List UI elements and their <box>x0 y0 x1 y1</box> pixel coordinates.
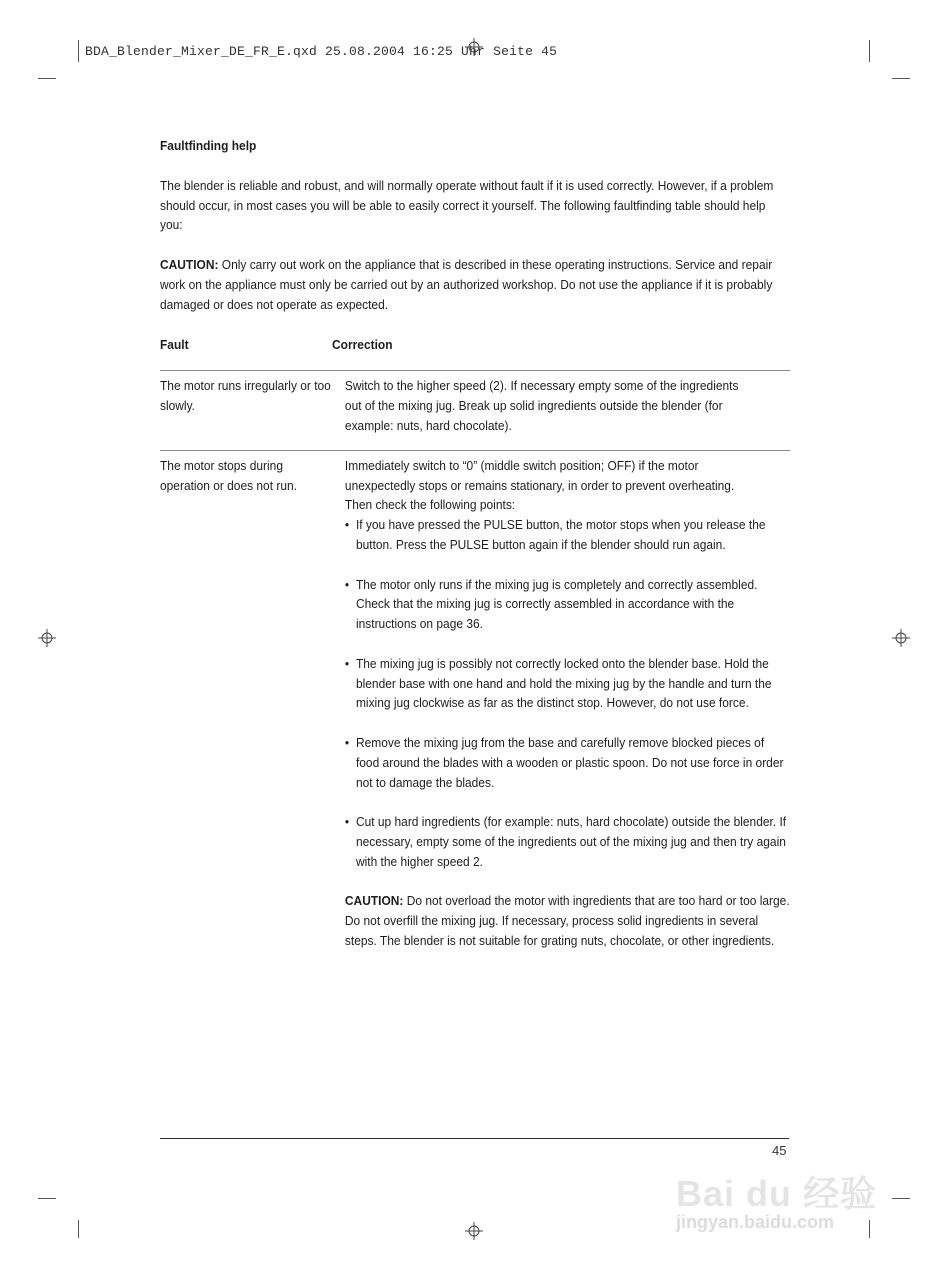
print-slug: BDA_Blender_Mixer_DE_FR_E.qxd 25.08.2004 16:25 Uhr Seite 45 <box>85 44 558 59</box>
list-item-text: The mixing jug is possibly not correctly locked onto the blender base. Hold the blender base with one hand and hold the mixing jug by the handle and turn the mixing jug clockwise as far as the distinct stop. However, do not use force. <box>355 655 772 711</box>
registration-mark-icon <box>465 38 483 56</box>
list-item-text: Cut up hard ingredients (for example: nuts, hard chocolate) outside the blender. If necessary, empty some of the ingredients out of the mixing jug and then try again with the higher speed 2. <box>355 814 787 869</box>
list-item-text: Remove the mixing jug from the base and carefully remove blocked pieces of food around the blades with a wooden or plastic spoon. Do not use force in order not to damage the blades. <box>355 734 784 790</box>
list-item <box>345 515 790 555</box>
table-row <box>160 370 790 435</box>
watermark-url: jingyan.baidu.com <box>676 1212 835 1232</box>
table-header <box>160 335 790 355</box>
registration-mark-icon <box>465 1222 483 1240</box>
crop-mark <box>78 40 79 62</box>
registration-mark-icon <box>38 629 56 647</box>
list-item <box>345 654 790 713</box>
list-item <box>345 733 790 792</box>
watermark-logo: Bai du 经验 <box>676 1173 878 1214</box>
bullet-icon: • <box>344 517 350 533</box>
correction-text: Switch to the higher speed (2). If necessary empty some of the ingredients out of the mixing jug. Break up solid ingredients outside the blender (for example: nuts, hard chocolate). <box>344 378 739 433</box>
fault-cell: The motor stops during operation or does not run. <box>160 457 297 493</box>
page-content <box>160 136 790 965</box>
footer-rule <box>160 1138 789 1139</box>
correction-intro: Immediately switch to “0” (middle switch position; OFF) if the motor unexpectedly stops or remains stationary, in order to prevent overheating. Then check the following points: <box>344 457 735 513</box>
caution-paragraph <box>160 255 790 314</box>
list-item <box>345 812 790 871</box>
crop-mark <box>78 1220 79 1238</box>
caution-text: Only carry out work on the appliance that is described in these operating instructions. Service and repair work on the appliance must only be carried out by an authorized workshop. Do not use the appliance if it is probably damaged or does not operate as expected. <box>160 257 773 312</box>
correction-cell <box>345 376 790 435</box>
bullet-icon: • <box>344 814 350 830</box>
table-row <box>160 450 790 951</box>
registration-mark-icon <box>892 629 910 647</box>
crop-mark <box>892 78 910 79</box>
crop-mark <box>38 1198 56 1199</box>
list-item <box>345 575 790 634</box>
list-item-text: If you have pressed the PULSE button, the motor stops when you release the button. Press the PULSE button again if the blender should run again. <box>355 517 766 552</box>
crop-mark <box>892 1198 910 1199</box>
correction-cell <box>345 456 790 951</box>
list-item-text: The motor only runs if the mixing jug is completely and correctly assembled. Check that the mixing jug is correctly assembled in accordance with the instructions on page 36. <box>355 576 758 632</box>
bullet-icon: • <box>344 655 350 671</box>
caution-text: Do not overload the motor with ingredients that are too hard or too large. Do not overfill the mixing jug. If necessary, process solid ingredients in several steps. The blender is not suitable for grating nuts, chocolate, or other ingredients. <box>344 893 790 948</box>
caution-label: CAUTION: <box>160 257 219 273</box>
bullet-icon: • <box>344 576 350 592</box>
crop-mark <box>38 78 56 79</box>
caution-paragraph <box>345 891 790 950</box>
bullet-icon: • <box>344 734 350 750</box>
crop-mark <box>869 1220 870 1238</box>
caution-label: CAUTION: <box>344 893 404 909</box>
crop-mark <box>869 40 870 62</box>
fault-column-header: Fault <box>160 336 189 352</box>
section-heading: Faultfinding help <box>160 138 257 153</box>
fault-cell: The motor runs irregularly or too slowly. <box>160 378 331 414</box>
correction-column-header: Correction <box>332 336 393 352</box>
page-number: 45 <box>772 1143 787 1158</box>
intro-paragraph: The blender is reliable and robust, and will normally operate without fault if it is used correctly. However, if a problem should occur, in most cases you will be able to easily correct it yourself. The following faultfinding table should help you: <box>160 177 774 233</box>
